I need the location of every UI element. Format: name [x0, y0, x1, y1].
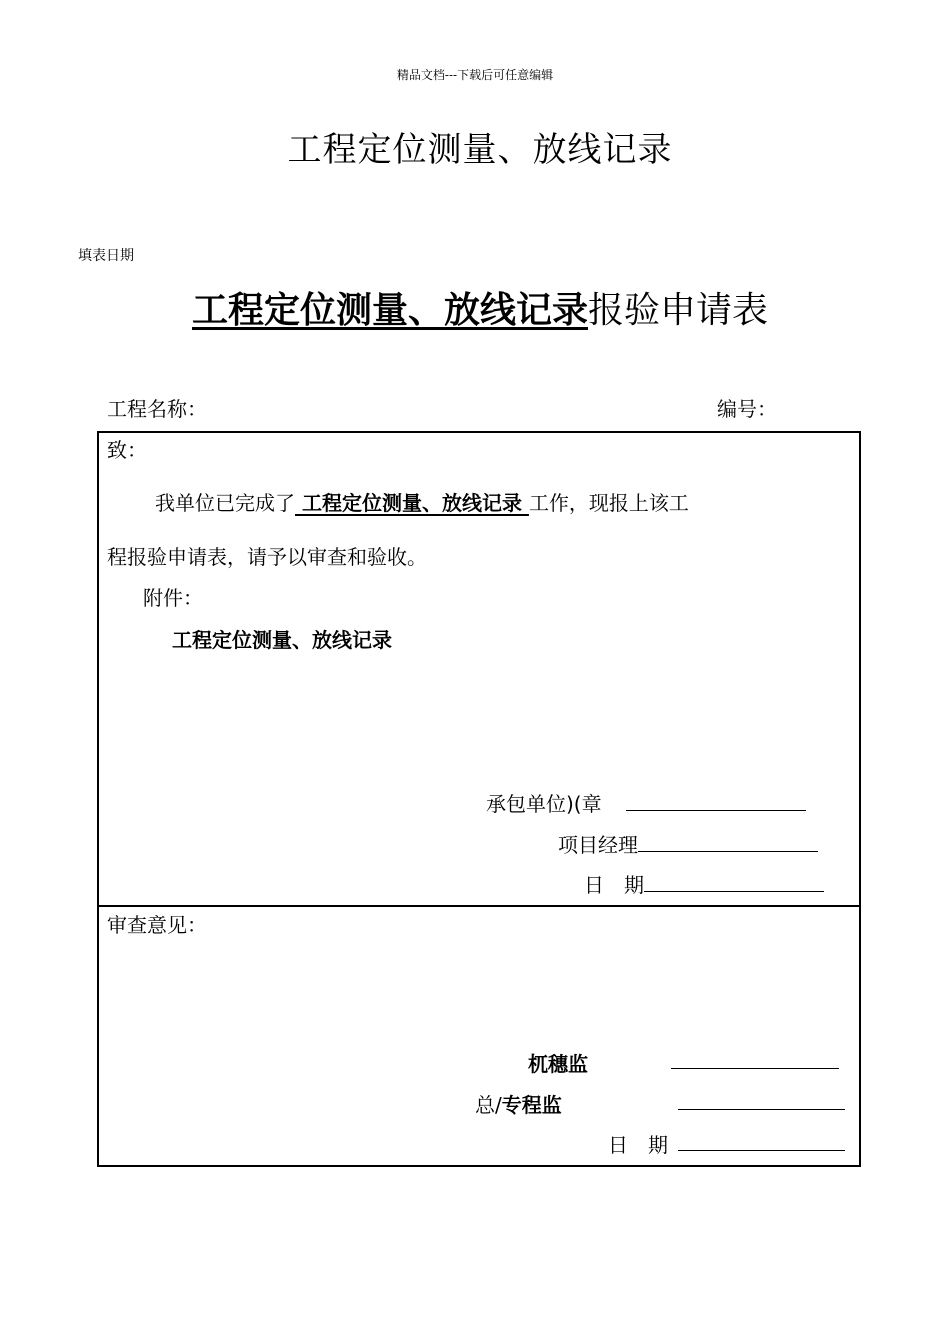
pm-line — [638, 833, 818, 852]
date-line — [644, 873, 824, 892]
chief-supervisor-label: 专程监 — [501, 1093, 562, 1117]
date-label: 日 期 — [584, 873, 644, 897]
supervisor-date-line — [678, 1150, 845, 1151]
attachment-item: 工程定位测量、放线记录 — [172, 628, 392, 652]
review-label: 审查意见： — [107, 913, 207, 937]
pm-row — [558, 829, 818, 858]
supervisor-date-label: 日 期 — [608, 1133, 668, 1157]
to-label: 致： — [107, 438, 147, 462]
supervisor-label: 杌穗监 — [528, 1052, 588, 1076]
document-title: 工程定位测量、放线记录 — [287, 130, 673, 170]
contractor-row — [486, 788, 806, 817]
number-label: 编号： — [717, 397, 777, 421]
contractor-label: 承包单位)(章 — [486, 792, 602, 816]
body-line-2: 程报验申请表，请予以审查和验收。 — [107, 545, 427, 569]
body-underlined: 工程定位测量、放线记录 — [295, 491, 529, 515]
body-prefix: 我单位已完成了 — [155, 491, 295, 515]
fill-date-label: 填表日期 — [78, 248, 134, 264]
form-title-underlined: 工程定位测量、放线记录 — [191, 290, 588, 331]
contractor-line — [626, 792, 806, 811]
row-divider — [97, 905, 861, 907]
chief-supervisor-row — [475, 1089, 562, 1118]
form-title-rest: 报验申请表 — [588, 290, 769, 331]
body-suffix: 工作，现报上该工 — [528, 491, 689, 515]
form-title — [0, 282, 950, 333]
chief-supervisor-line — [678, 1109, 845, 1110]
supervisor-line — [671, 1068, 839, 1069]
date-row — [584, 869, 824, 898]
project-name-label: 工程名称： — [107, 397, 207, 421]
header-note: 精品文档---下载后可任意编辑 — [396, 68, 554, 82]
attachment-label: 附件： — [143, 586, 203, 610]
chief-supervisor-prefix: 总/ — [475, 1093, 502, 1117]
pm-label: 项目经理 — [558, 833, 638, 857]
body-line-1 — [155, 487, 689, 516]
